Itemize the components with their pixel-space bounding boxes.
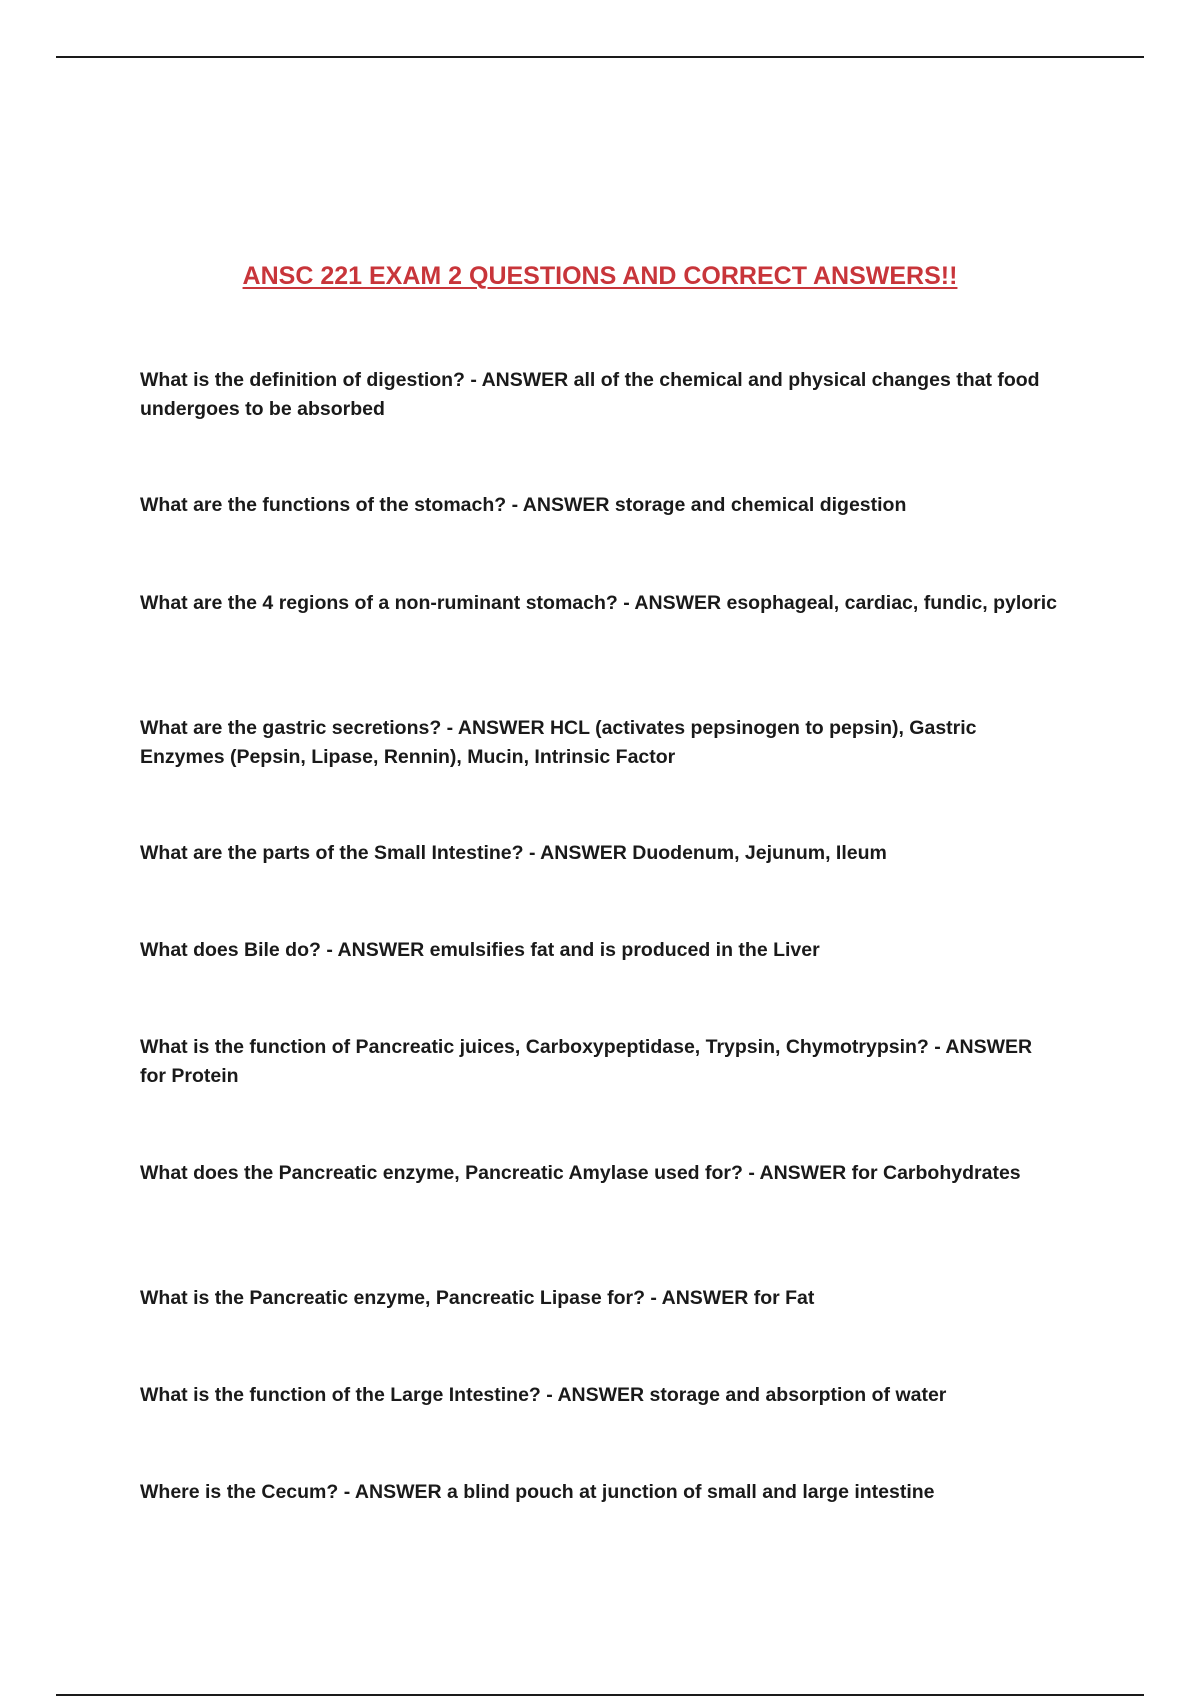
qa-item-6: What does Bile do? - ANSWER emulsifies fat and is produced in the Liver	[140, 939, 820, 961]
bottom-rule	[56, 1694, 1144, 1696]
qa-item-7: What is the function of Pancreatic juices, Carboxypeptidase, Trypsin, Chymotrypsin? - ANSWER for Protein	[140, 1036, 1033, 1087]
qa-item-2: What are the functions of the stomach? - ANSWER storage and chemical digestion	[140, 494, 907, 516]
qa-item-9: What is the Pancreatic enzyme, Pancreatic Lipase for? - ANSWER for Fat	[140, 1287, 815, 1309]
qa-item-4: What are the gastric secretions? - ANSWER HCL (activates pepsinogen to pepsin), Gastric Enzymes (Pepsin, Lipase, Rennin), Mucin, Intrinsic Factor	[140, 717, 977, 768]
document-title: ANSC 221 EXAM 2 QUESTIONS AND CORRECT ANSWERS!!	[242, 262, 958, 290]
qa-item-10: What is the function of the Large Intestine? - ANSWER storage and absorption of water	[140, 1384, 947, 1406]
qa-item-1: What is the definition of digestion? - ANSWER all of the chemical and physical changes that food undergoes to be absorbed	[140, 369, 1040, 420]
qa-item-8: What does the Pancreatic enzyme, Pancreatic Amylase used for? - ANSWER for Carbohydrates	[140, 1162, 1021, 1184]
top-rule	[56, 56, 1144, 58]
qa-item-5: What are the parts of the Small Intestine? - ANSWER Duodenum, Jejunum, Ileum	[140, 842, 887, 864]
qa-item-3: What are the 4 regions of a non-ruminant stomach? - ANSWER esophageal, cardiac, fundic, pyloric	[140, 592, 1058, 614]
qa-item-11: Where is the Cecum? - ANSWER a blind pouch at junction of small and large intestine	[140, 1481, 935, 1503]
